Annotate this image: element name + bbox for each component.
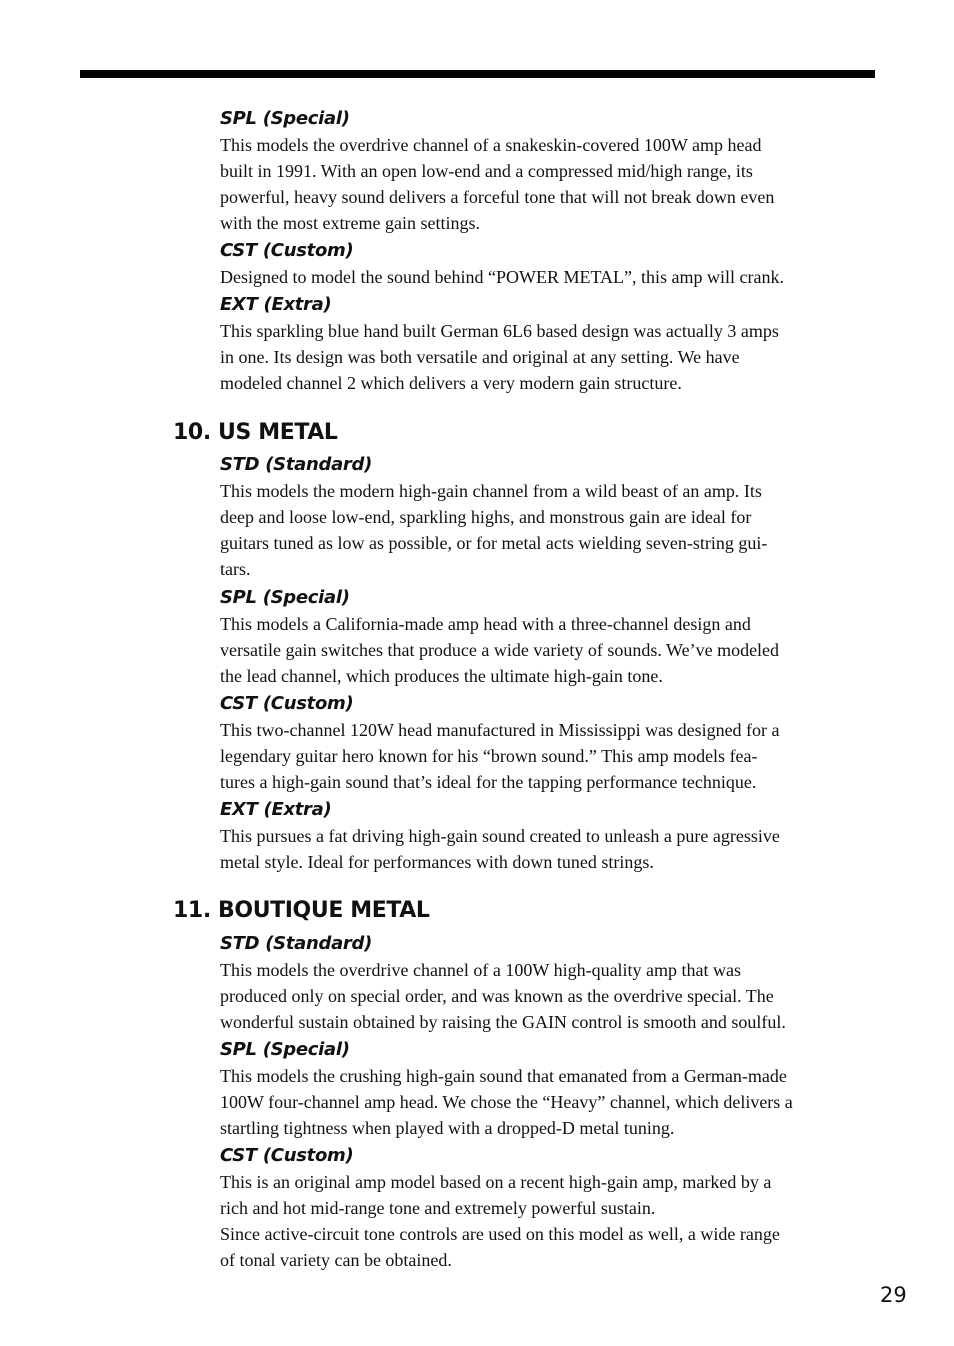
section-title-boutique-metal: 11. BOUTIQUE METAL	[173, 898, 430, 923]
us-metal-spl-block	[220, 585, 880, 689]
sub-heading: STD (Standard)	[220, 454, 373, 475]
sub-heading: SPL (Special)	[220, 587, 350, 608]
sub-heading: EXT (Extra)	[220, 294, 332, 315]
section-title-us-metal: 10. US METAL	[173, 420, 338, 445]
intro-ext-block	[220, 292, 880, 396]
intro-cst-block	[220, 238, 880, 290]
sub-body: This two-channel 120W head manufactured in Mississippi was designed for a legendary guitar hero known for his “brown sound.” This amp models fea- tures a high-gain sound that’s ideal for the tapping performance technique.	[220, 720, 780, 792]
sub-heading: CST (Custom)	[220, 1145, 354, 1166]
top-rule	[80, 70, 875, 78]
sub-body: This models the modern high-gain channel from a wild beast of an amp. Its deep and loose low-end, sparkling highs, and monstrous gain are ideal for guitars tuned as low as possible, or for metal acts wielding seven-string gui- tars.	[220, 481, 768, 579]
sub-body: Designed to model the sound behind “POWER METAL”, this amp will crank.	[220, 267, 784, 287]
sub-body: This models the overdrive channel of a snakeskin-covered 100W amp head built in 1991. With an open low-end and a compressed mid/high range, its powerful, heavy sound delivers a forceful tone that will not break down even with the most extreme gain settings.	[220, 135, 775, 233]
sub-heading: EXT (Extra)	[220, 799, 332, 820]
sub-body: This models the overdrive channel of a 100W high-quality amp that was produced only on special order, and was known as the overdrive special. The wonderful sustain obtained by raising the GAIN control is smooth and soulful.	[220, 960, 786, 1032]
us-metal-cst-block	[220, 691, 880, 795]
boutique-spl-block	[220, 1037, 880, 1141]
sub-body: This pursues a fat driving high-gain sound created to unleash a pure agressive metal style. Ideal for performances with down tuned strings.	[220, 826, 780, 872]
sub-body: This models the crushing high-gain sound that emanated from a German-made 100W four-channel amp head. We chose the “Heavy” channel, which delivers a startling tightness when played with a dropped-D metal tuning.	[220, 1066, 793, 1138]
sub-heading: CST (Custom)	[220, 240, 354, 261]
sub-body: This is an original amp model based on a recent high-gain amp, marked by a rich and hot mid-range tone and extremely powerful sustain. Since active-circuit tone controls are used on this model as well, a wide range of tonal variety can be obtained.	[220, 1172, 780, 1270]
page-number: 29	[880, 1283, 907, 1307]
sub-heading: SPL (Special)	[220, 108, 350, 129]
boutique-std-block	[220, 931, 880, 1035]
boutique-cst-block	[220, 1143, 880, 1273]
sub-heading: SPL (Special)	[220, 1039, 350, 1060]
us-metal-ext-block	[220, 797, 880, 875]
sub-body: This sparkling blue hand built German 6L6 based design was actually 3 amps in one. Its design was both versatile and original at any setting. We have modeled channel 2 which delivers a very modern gain structure.	[220, 321, 779, 393]
sub-heading: STD (Standard)	[220, 933, 373, 954]
intro-spl-block	[220, 106, 880, 236]
sub-heading: CST (Custom)	[220, 693, 354, 714]
us-metal-std-block	[220, 452, 880, 582]
sub-body: This models a California-made amp head with a three-channel design and versatile gain switches that produce a wide variety of sounds. We’ve modeled the lead channel, which produces the ultimate high-gain tone.	[220, 614, 780, 686]
